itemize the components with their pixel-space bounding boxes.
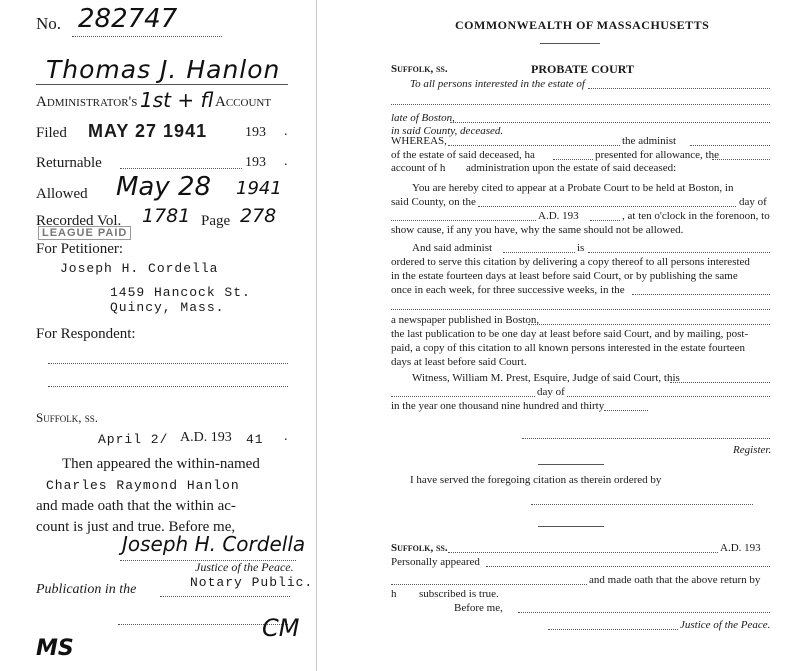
oath-ad: A.D. 193 <box>180 430 232 445</box>
return-justice-label: Justice of the Peace. <box>680 619 771 631</box>
oath-year: 41 <box>246 432 264 447</box>
petitioner-label: For Petitioner: <box>36 241 124 257</box>
oath-month: April 2/ <box>98 432 169 447</box>
served-citation: I have served the foregoing citation as therein ordered by <box>410 474 662 486</box>
petitioner-address-street: 1459 Hancock St. <box>110 285 251 300</box>
allowed-date: May 28 <box>116 172 212 202</box>
days-before-court: days at least before said Court. <box>391 356 527 368</box>
in-the-estate: in the estate fourteen days at least before said Court, or by publishing the same <box>391 270 738 282</box>
oath-line-appeared: Then appeared the within-named <box>62 456 260 472</box>
decedent-name: Thomas J. Hanlon <box>46 55 281 84</box>
day-of-label-2: day of <box>537 386 565 398</box>
to-all-persons: To all persons interested in the estate of <box>410 78 585 90</box>
register-label: Register. <box>733 444 772 456</box>
said-county-on: said County, on the <box>391 196 476 208</box>
administration-upon: administration upon the estate of said deceased: <box>466 162 677 174</box>
is-label: is <box>577 242 585 254</box>
newspaper-published: a newspaper published in Boston, <box>391 314 540 326</box>
once-each-week: once in each week, for three successive weeks, in the <box>391 284 625 296</box>
late-of-boston: late of Boston, <box>391 112 455 124</box>
name-underline <box>36 84 288 85</box>
allowed-year: 1941 <box>236 178 282 199</box>
respondent-label: For Respondent: <box>36 326 136 342</box>
petitioner-name: Joseph H. Cordella <box>60 261 219 276</box>
in-said-county: in said County, deceased. <box>391 125 504 137</box>
probate-court-heading: PROBATE COURT <box>531 62 635 76</box>
before-me: Before me, <box>454 602 503 614</box>
the-administ: the administ <box>622 135 677 147</box>
right-suffolk-label: Suffolk, ss. <box>391 63 448 75</box>
number-label: No. <box>36 14 62 33</box>
filed-date-stamp: MAY 27 1941 <box>88 121 208 141</box>
justice-signature: Joseph H. Cordella <box>122 532 306 556</box>
returnable-year-prefix: 193 <box>245 155 266 170</box>
subscribed-true: subscribed is true. <box>419 588 499 600</box>
left-suffolk-label: Suffolk, ss. <box>36 410 98 425</box>
return-suffolk-label: Suffolk, ss. <box>391 542 448 554</box>
ten-oclock: , at ten o'clock in the forenoon, to <box>622 210 770 222</box>
whereas-label: WHEREAS, <box>391 135 447 147</box>
filed-label: Filed <box>36 125 67 141</box>
administrator-label: Administrator's <box>36 94 138 110</box>
ad-193-label: A.D. 193 <box>538 210 579 222</box>
personally-appeared: Personally appeared <box>391 556 480 568</box>
probate-document: No. 282747 Thomas J. Hanlon Administrator's 1st + fl Account Filed MAY 27 1941 193 . Returnable 193 . Allowed May 28 1941 Recorded Vol. 1781 Page 278 LEAGUE PAID For Petitioner: Joseph H. Cordella 1459 Hancock St. Quincy, Mass. For Respondent: Suffolk, ss. April 2/ A.D. 193 41 . Then appeared the within-named Charles Raymond Hanlon and made oath that the within ac- count is just and true. Before me, Joseph H. Cordella Justice of the Peace. Notary Public. Publication in the CM MS COMMONWEALTH OF MASSACHUSETTS Suffolk, ss. PROBATE COURT To all persons interested in the estate of late of Boston, in said County, deceased. WHEREAS, the administ of the estate of said deceased, ha presented for allowance, the account of h administration upon the estate of said deceased: You are hereby cited to appear at a Probate Court to be held at Boston, in said County, on the day of A.D. 193 , at ten o'clock in the forenoon, to show cause, if any you have, why the same should not be allowed. And said administ is ordered to serve this citation by delivering a copy thereof to all persons interested in the estate fourteen days at least before said Court, or by publishing the same once in each week, for three successive weeks, in the a newspaper published in Boston, the last publication to be one day at least before said Court, and by mailing, post- paid, a copy of this citation to all known persons interested in the estate fourteen days at least before said Court. Witness, William M. Prest, Esquire, Judge of said Court, this day of in the year one thousand nine hundred and thirty Register. I have served the foregoing citation as therein ordered by Suffolk, ss. A.D. 193 Personally appeared and made oath that the above return by h subscribed is true. Before me, Justice of the Peace. <box>0 0 800 671</box>
witness-line: Witness, William M. Prest, Esquire, Judge of said Court, this <box>412 372 680 384</box>
filed-year-prefix: 193 <box>245 125 266 140</box>
publication-label: Publication in the <box>36 582 137 597</box>
account-type: 1st + fl <box>140 88 214 112</box>
docket-number: 282747 <box>78 4 178 34</box>
ordered-to-serve: ordered to serve this citation by delivering a copy thereof to all persons interested <box>391 256 750 268</box>
page-number: 278 <box>240 205 277 227</box>
and-said-administ: And said administ <box>412 242 493 254</box>
cited-to-appear: You are hereby cited to appear at a Probate Court to be held at Boston, in <box>412 182 734 194</box>
h-label: h <box>391 588 397 600</box>
presented-for-allowance: presented for allowance, the <box>595 149 719 161</box>
fold-divider <box>316 0 317 671</box>
recorded-label: Recorded Vol. <box>36 213 122 229</box>
oath-person-name: Charles Raymond Hanlon <box>46 478 240 493</box>
clerk-initials: CM <box>262 614 300 642</box>
account-of: account of h <box>391 162 446 174</box>
oath-line-made-oath: and made oath that the within ac- <box>36 498 236 514</box>
day-of-label: day of <box>739 196 767 208</box>
notary-public-label: Notary Public. <box>190 575 314 590</box>
oath-line-true: count is just and true. Before me, <box>36 519 236 535</box>
justice-of-peace-label: Justice of the Peace. <box>195 560 294 574</box>
commonwealth-header: COMMONWEALTH OF MASSACHUSETTS <box>455 18 710 32</box>
recorded-volume: 1781 <box>142 205 191 227</box>
petitioner-address-city: Quincy, Mass. <box>110 300 225 315</box>
corner-initials: MS <box>36 636 74 661</box>
estate-of-deceased: of the estate of said deceased, ha <box>391 149 535 161</box>
in-the-year: in the year one thousand nine hundred and thirty <box>391 400 605 412</box>
return-ad-193: A.D. 193 <box>720 542 761 554</box>
page-label: Page <box>201 213 231 229</box>
paid-stamp: LEAGUE PAID <box>38 226 131 240</box>
made-oath-return: and made oath that the above return by <box>589 574 761 586</box>
paid-copy: paid, a copy of this citation to all known persons interested in the estate fourteen <box>391 342 746 354</box>
allowed-label: Allowed <box>36 186 88 202</box>
returnable-label: Returnable <box>36 155 102 171</box>
last-publication: the last publication to be one day at least before said Court, and by mailing, post- <box>391 328 749 340</box>
show-cause: show cause, if any you have, why the same should not be allowed. <box>391 224 684 236</box>
account-label: Account <box>215 94 272 110</box>
